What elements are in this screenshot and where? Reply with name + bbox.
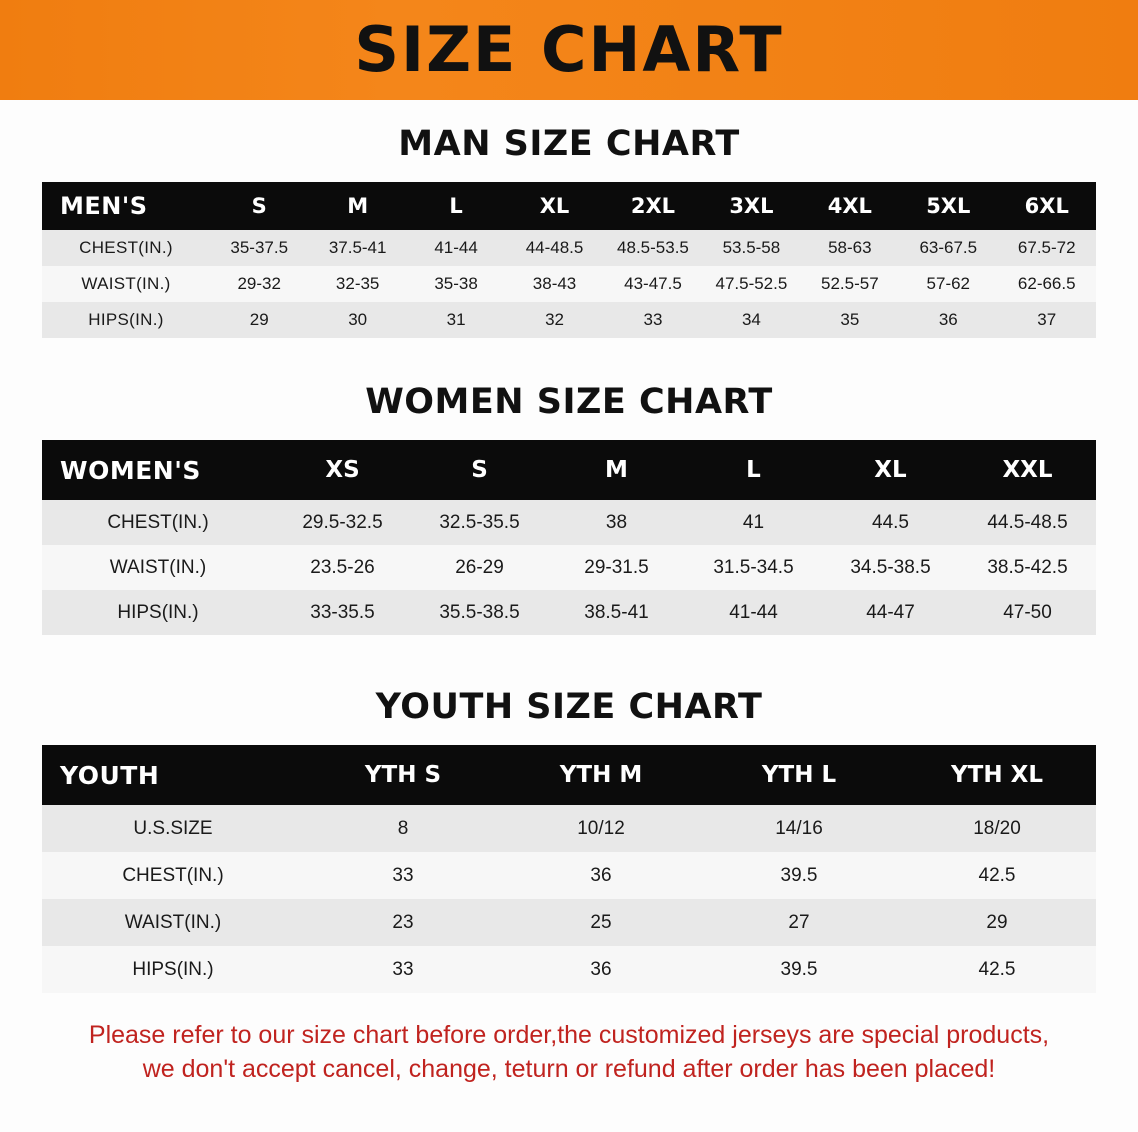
youth-size-table — [42, 745, 1096, 993]
youth-chest-s: 33 — [304, 852, 502, 899]
table-row — [42, 852, 1096, 899]
women-hips-m: 38.5-41 — [548, 590, 685, 635]
youth-hips-m: 36 — [502, 946, 700, 993]
women-hips-xs: 33-35.5 — [274, 590, 411, 635]
men-header-6xl: 6XL — [998, 182, 1097, 230]
women-chest-s: 32.5-35.5 — [411, 500, 548, 545]
table-row — [42, 946, 1096, 993]
youth-table-wrapper — [42, 745, 1096, 993]
men-header-m: M — [308, 182, 406, 230]
youth-ussize-s: 8 — [304, 805, 502, 852]
women-waist-m: 29-31.5 — [548, 545, 685, 590]
men-hips-m: 30 — [308, 302, 406, 338]
women-header-label: WOMEN'S — [42, 440, 274, 500]
man-table-wrapper — [42, 182, 1096, 338]
women-header-l: L — [685, 440, 822, 500]
women-chest-m: 38 — [548, 500, 685, 545]
men-chest-m: 37.5-41 — [308, 230, 406, 266]
youth-chest-l: 39.5 — [700, 852, 898, 899]
women-header-xl: XL — [822, 440, 959, 500]
women-row-label-hips: HIPS(IN.) — [42, 590, 274, 635]
men-waist-xl: 38-43 — [505, 266, 603, 302]
women-chest-l: 41 — [685, 500, 822, 545]
policy-note-line-2: we don't accept cancel, change, teturn or refund after order has been placed! — [142, 1054, 996, 1083]
men-row-label-chest: CHEST(IN.) — [42, 230, 210, 266]
men-header-l: L — [407, 182, 505, 230]
men-waist-6xl: 62-66.5 — [998, 266, 1097, 302]
men-waist-5xl: 57-62 — [899, 266, 997, 302]
youth-hips-s: 33 — [304, 946, 502, 993]
men-chest-l: 41-44 — [407, 230, 505, 266]
table-row — [42, 805, 1096, 852]
men-header-3xl: 3XL — [702, 182, 800, 230]
women-chest-xs: 29.5-32.5 — [274, 500, 411, 545]
policy-note-line-1: Please refer to our size chart before order,the customized jerseys are special products, — [88, 1021, 1050, 1049]
men-waist-l: 35-38 — [407, 266, 505, 302]
youth-header-l: YTH L — [700, 745, 898, 805]
women-row-label-waist: WAIST(IN.) — [42, 545, 274, 590]
women-hips-xl: 44-47 — [822, 590, 959, 635]
youth-waist-m: 25 — [502, 899, 700, 946]
youth-row-label-waist: WAIST(IN.) — [42, 899, 304, 946]
women-row-label-chest: CHEST(IN.) — [42, 500, 274, 545]
men-chest-xl: 44-48.5 — [505, 230, 603, 266]
men-hips-6xl: 37 — [998, 302, 1097, 338]
policy-note — [40, 1019, 1098, 1087]
men-header-2xl: 2XL — [604, 182, 702, 230]
men-waist-s: 29-32 — [210, 266, 308, 302]
men-waist-3xl: 47.5-52.5 — [702, 266, 800, 302]
women-chest-xxl: 44.5-48.5 — [959, 500, 1096, 545]
youth-header-xl: YTH XL — [898, 745, 1096, 805]
women-waist-xxl: 38.5-42.5 — [959, 545, 1096, 590]
youth-row-label-chest: CHEST(IN.) — [42, 852, 304, 899]
men-hips-4xl: 35 — [801, 302, 899, 338]
women-hips-s: 35.5-38.5 — [411, 590, 548, 635]
men-hips-s: 29 — [210, 302, 308, 338]
table-row — [42, 302, 1096, 338]
women-chest-xl: 44.5 — [822, 500, 959, 545]
youth-row-label-hips: HIPS(IN.) — [42, 946, 304, 993]
women-table-wrapper — [42, 440, 1096, 635]
women-hips-l: 41-44 — [685, 590, 822, 635]
youth-chest-m: 36 — [502, 852, 700, 899]
men-waist-2xl: 43-47.5 — [604, 266, 702, 302]
men-hips-5xl: 36 — [899, 302, 997, 338]
men-header-5xl: 5XL — [899, 182, 997, 230]
women-header-xxl: XXL — [959, 440, 1096, 500]
table-row — [42, 500, 1096, 545]
man-section-title: MAN SIZE CHART — [398, 124, 740, 164]
table-header-row — [42, 182, 1096, 230]
youth-header-m: YTH M — [502, 745, 700, 805]
youth-header-label: YOUTH — [42, 745, 304, 805]
page-title: SIZE CHART — [354, 13, 784, 86]
men-row-label-waist: WAIST(IN.) — [42, 266, 210, 302]
men-header-xl: XL — [505, 182, 603, 230]
women-waist-xl: 34.5-38.5 — [822, 545, 959, 590]
youth-hips-xl: 42.5 — [898, 946, 1096, 993]
youth-row-label-ussize: U.S.SIZE — [42, 805, 304, 852]
table-row — [42, 545, 1096, 590]
men-header-s: S — [210, 182, 308, 230]
men-waist-m: 32-35 — [308, 266, 406, 302]
youth-waist-s: 23 — [304, 899, 502, 946]
youth-ussize-l: 14/16 — [700, 805, 898, 852]
youth-waist-xl: 29 — [898, 899, 1096, 946]
men-hips-l: 31 — [407, 302, 505, 338]
men-header-label: MEN'S — [42, 182, 210, 230]
table-row — [42, 230, 1096, 266]
men-header-4xl: 4XL — [801, 182, 899, 230]
youth-waist-l: 27 — [700, 899, 898, 946]
table-row — [42, 899, 1096, 946]
women-section-title: WOMEN SIZE CHART — [365, 382, 773, 422]
youth-header-s: YTH S — [304, 745, 502, 805]
man-size-table — [42, 182, 1096, 338]
women-hips-xxl: 47-50 — [959, 590, 1096, 635]
men-hips-2xl: 33 — [604, 302, 702, 338]
youth-ussize-m: 10/12 — [502, 805, 700, 852]
men-chest-4xl: 58-63 — [801, 230, 899, 266]
table-header-row — [42, 745, 1096, 805]
women-size-table — [42, 440, 1096, 635]
women-waist-xs: 23.5-26 — [274, 545, 411, 590]
youth-ussize-xl: 18/20 — [898, 805, 1096, 852]
men-row-label-hips: HIPS(IN.) — [42, 302, 210, 338]
youth-hips-l: 39.5 — [700, 946, 898, 993]
youth-section-title: YOUTH SIZE CHART — [375, 687, 763, 727]
men-chest-5xl: 63-67.5 — [899, 230, 997, 266]
youth-chest-xl: 42.5 — [898, 852, 1096, 899]
men-waist-4xl: 52.5-57 — [801, 266, 899, 302]
men-hips-3xl: 34 — [702, 302, 800, 338]
women-header-m: M — [548, 440, 685, 500]
table-row — [42, 590, 1096, 635]
women-header-xs: XS — [274, 440, 411, 500]
table-row — [42, 266, 1096, 302]
women-header-s: S — [411, 440, 548, 500]
men-chest-6xl: 67.5-72 — [998, 230, 1097, 266]
women-waist-s: 26-29 — [411, 545, 548, 590]
header-banner — [0, 0, 1138, 100]
men-chest-2xl: 48.5-53.5 — [604, 230, 702, 266]
men-chest-s: 35-37.5 — [210, 230, 308, 266]
men-chest-3xl: 53.5-58 — [702, 230, 800, 266]
men-hips-xl: 32 — [505, 302, 603, 338]
table-header-row — [42, 440, 1096, 500]
women-waist-l: 31.5-34.5 — [685, 545, 822, 590]
